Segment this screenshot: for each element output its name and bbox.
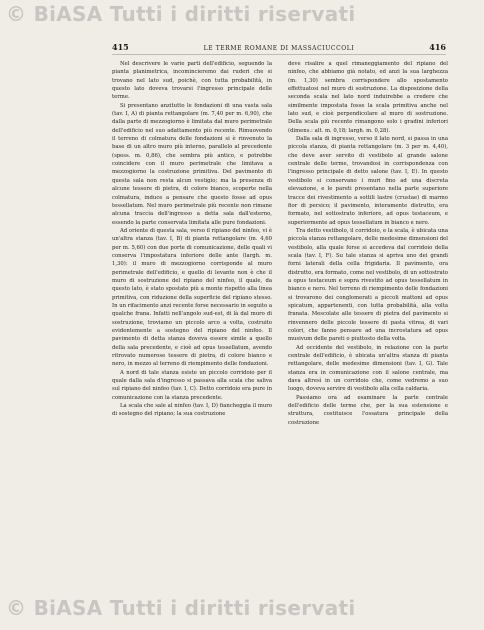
- paragraph: deve risalire a quel rimaneggiamento del ripiano del ninfeo, che abbiamo già notato, ed anzi la sua larghezza (m. 1,30) sembra corrispondere allo spostamento effettuatosi nel muro di sostruzione. La disposizione della seconda scala nel lato nord induirebbe a credere che similmente impostata fosse la scala primitiva anche nel lato sud, e cioè perpendicolare al muro di sostruzione. Della scala più recente rimangono solo i gradini inferiori (dimens.: alt. m. 0,18; largh. m. 0,28).: [288, 61, 448, 134]
- paragraph: A nord di tale stanza esiste un piccolo corridoio per il quale dalla sala d'ingresso si passava alla scala che saliva sul ripiano del ninfeo (tav. I, C). Detto corridoio era pure in comunicazione con la stanza precedente.: [112, 369, 272, 401]
- paragraph: Ad occidente del vestibolo, in relazione con la parte centrale dell'edificio, è ubicata un'altra stanza di pianta rettangolare, delle medesime dimensioni (tav. I, G). Tale stanza era in comunicazione con il salone centrale, ma dava altresì in un corridoio che, come vedremo a suo luogo, doveva servire di vestibolo alla cella caldaria.: [288, 344, 448, 393]
- left-page-number: 415: [112, 42, 129, 52]
- paragraph: Tra detto vestibolo, il corridoio, e la scala, è ubicata una piccola stanza rettangolare, delle medesime dimensioni del vestibolo, alla quale forse si accedeva dal corridoio della scala (tav. I, F). Su tale stanza si apriva uno dei grandi forni laterali della cella frigidaria. Il pavimento, ora distrutto, era formato, come nel vestibolo, di un sottostrato a opus testaceum e sopra rivestito ad opus tessellatum in bianco e nero. Nel terreno di riempimento delle fondazioni si trovarono dei conglomerati a piccoli mattoni ad opus spicatum, appartenenti, con tutta probabilità, alla volta franata. Mescolate alle tessere di pietra del pavimento si rinvennero delle piccole tessere di pasta vitrea, di vari colori, che fanno pensare ad una incrostatura ad opus musivum delle pareti o piuttosto della volta.: [288, 227, 448, 343]
- left-text-column: [112, 60, 272, 419]
- right-text-column: [288, 60, 448, 427]
- page-header: [112, 42, 446, 55]
- paragraph: La scala che sale al ninfeo (tav. I, D) fiancheggia il muro di sostegno del ripiano; la sua costruzione: [112, 403, 272, 418]
- paragraph: Passiamo ora ad esaminare la parte centrale dell'edificio delle terme che, per la sua estensione e struttura, costituisce l'ossatura principale della costruzione: [288, 394, 448, 426]
- watermark-bottom: © BiASA Tutti i diritti riservati: [6, 596, 356, 620]
- paragraph: Nel descrivere le varie parti dell'edificio, seguendo la pianta planimetrica, incomincieremo dai ruderi che si trovano nel lato sud, poichè, con tutta probabilità, in questo lato doveva trovarsi l'ingresso principale delle terme.: [112, 61, 272, 101]
- right-page-number: 416: [429, 42, 446, 52]
- running-title: LE TERME ROMANE DI MASSACIUCCOLI: [203, 45, 355, 52]
- paragraph: Ad oriente di questa sala, verso il ripiano del ninfeo, vi è un'altra stanza (tav. I, B) di pianta rettangolare (m. 4,60 per m. 5,60) con due porte di comunicazione, delle quali vi conserva l'impostatura inferiore delle ante (largh. m. 1,30): il muro di mezzogiorno corrisponde al muro perimetrale dell'edificio, e quello di levante non è che il muro di sostruzione del ripiano del ninfeo, il quale, da questo lato, è stato spostato più a monte rispetto alla linea primitiva, con riduzione della superficie del ripiano stesso. In un rifacimento anzi recente forse necessario in seguito a qualche frana. Infatti nell'angolo sud-est, di là dal muro di sostruzione, troviamo un piccolo arco a volta, costruito evidentemente a sostegno del ripiano del ninfeo. Il pavimento di detta stanza doveva essere simile a quello della sala precedente, e cioè ad opus tessellatum, avendo ritrovato numerose tessere di pietra, di colore bianco e nero, in mezzo al terreno di riempimento delle fondazioni.: [112, 227, 272, 368]
- paragraph: Si presentano anzitutto le fondazioni di una vasta sala (tav. I, A) di pianta rettangolare (m. 7,40 per m. 6,90), che dalla parte di mezzogiorno è limitata dal muro perimetrale dell'edificio nel suo adattamento più recente. Rimuovendo il terreno di colmatura delle fondazioni si è rinvenuto la base di un altro muro più interno, parallelo al precedente (spess. m. 0,86), che sembra più antico, e potrebbe coincidere con il muro perimetrale che limitava a mezzogiorno la costruzione primitiva. Del pavimento di questa sala non resta alcun vestigio; ma la presenza di alcune tessere di pietra, di colore bianco, scoperte nella colmatura, induce a pensare che questo fosse ad opus tessellatum. Nel muro perimetrale più recente non rimane alcuna traccia dell'ingresso a detta sala dall'esterno, essendo la parte conservata limitata alle pure fondazioni.: [112, 102, 272, 226]
- paragraph: Dalla sala di ingresso, verso il lato nord, si passa in una piccola stanza, di pianta rettangolare (m. 3 per m. 4,40), che deve aver servito di vestibolo al grande salone centrale delle terme, trovandosi in corrispondenza con l'ingresso principale di detto salone (tav. I, E). In questo vestibolo si conservano i muri fino ad una discreta elevazione, e le pareti presentano nella parte superiore tracce dei rivestimento a sottili lastre (crustae) di marmo fior di persico; il pavimento, interamente distrutto, era formato, nel sottostrato inferiore, ad opus testaceum, e superiormente ad opus tessellatum in bianco e nero.: [288, 136, 448, 226]
- watermark-top: © BiASA Tutti i diritti riservati: [6, 2, 356, 26]
